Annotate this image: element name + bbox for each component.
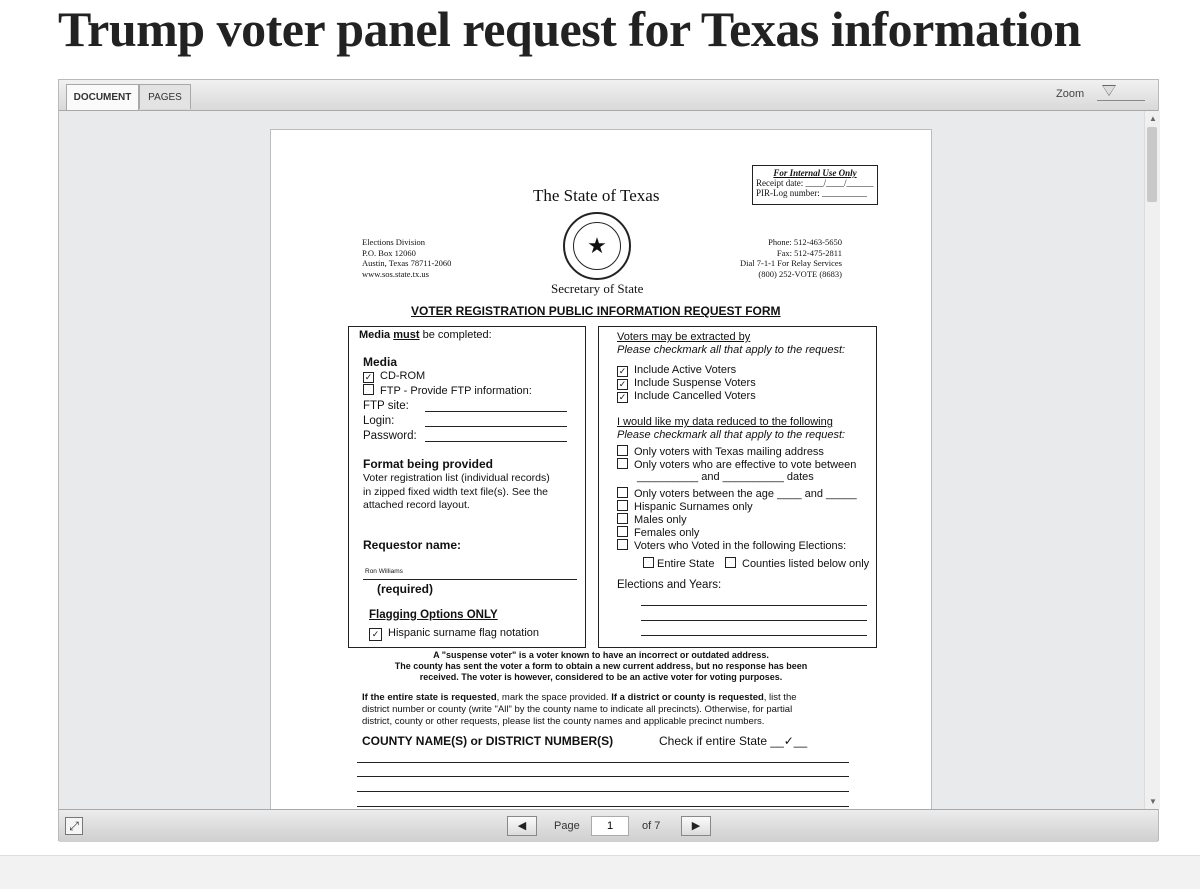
age-checkbox [617,487,628,498]
extract-heading: Voters may be extracted by [617,331,751,343]
next-page-button[interactable]: ▶ [681,816,711,836]
instructions [362,692,797,728]
instruction-line [362,692,797,704]
reduce-heading: I would like my data reduced to the following [617,416,833,428]
cancelled-label: Include Cancelled Voters [634,390,756,402]
internal-use-box [752,165,878,205]
password-label: Password: [363,430,417,442]
voted-label: Voters who Voted in the following Elections: [634,540,847,552]
media-must-pre: Media [359,329,394,341]
entire-state-label: Entire State [657,558,715,570]
cancelled-checkbox: ✓ [618,392,627,402]
media-must-emphasis: must [393,329,420,341]
county-line [357,791,849,792]
requestor-value: Ron Williams [365,568,403,575]
elections-line [641,635,867,636]
check-entire-label: Check if entire State [659,734,768,748]
suspense-option [617,377,756,390]
texas-mailing-checkbox [617,445,628,456]
ftp-site-label: FTP site: [363,400,409,412]
females-checkbox [617,526,628,537]
scroll-down-icon[interactable]: ▼ [1149,797,1157,806]
elections-line [641,620,867,621]
state-title: The State of Texas [533,186,660,205]
viewer-bottom-bar [59,809,1158,842]
address-line: Elections Division [362,237,426,247]
scrollbar-thumb[interactable] [1147,127,1157,202]
surnames-option [617,500,753,513]
county-heading: COUNTY NAME(S) or DISTRICT NUMBER(S) [362,734,614,748]
zoom-slider-handle[interactable] [1103,86,1115,95]
instruction-bold: If the entire state is requested [362,692,497,703]
voted-checkbox [617,539,628,550]
entire-state-option [643,557,714,570]
contact-line: Phone: 512-463-5650 [768,237,842,247]
requestor-label: Requestor name: [363,538,462,552]
flagging-heading: Flagging Options ONLY [369,609,498,621]
effective-checkbox [617,458,628,469]
active-label: Include Active Voters [634,364,737,376]
surnames-label: Hispanic Surnames only [634,501,753,513]
elections-division-address [362,237,451,279]
page-number-input[interactable] [591,816,629,836]
counties-option [725,557,869,570]
login-line [425,426,567,427]
age-label: Only voters between the age ____ and _____ [634,488,857,500]
contact-info [730,237,842,279]
cdrom-option [363,370,425,383]
effective-option [617,458,856,471]
contact-line: Fax: 512-475-2811 [776,247,842,258]
instruction-line: district, county or other requests, please list the county names and applicable precinct numbers. [362,716,765,727]
scroll-up-icon[interactable]: ▲ [1149,114,1157,123]
tab-document[interactable]: DOCUMENT [66,84,139,110]
active-checkbox: ✓ [618,366,627,376]
hispanic-flag-label: Hispanic surname flag notation [388,627,540,639]
format-heading: Format being provided [363,457,494,471]
suspense-checkbox: ✓ [618,379,627,389]
elections-line [641,605,867,606]
males-option [617,513,687,526]
zoom-label: Zoom [1056,88,1085,100]
previous-page-button[interactable]: ◀ [507,816,537,836]
suspense-note [311,650,891,683]
males-label: Males only [634,514,687,526]
cancelled-option [617,390,756,403]
effective-label: Only voters who are effective to vote between [634,459,857,471]
login-label: Login: [363,415,395,427]
vertical-scrollbar[interactable] [1144,111,1160,809]
females-option [617,526,699,539]
instruction-bold: If a district or county is requested [611,692,764,703]
address-line: www.sos.state.tx.us [362,268,429,279]
media-must-note [359,329,492,341]
extract-sub: Please checkmark all that apply to the request: [617,344,846,356]
dates-line: __________ and __________ dates [637,471,814,483]
females-label: Females only [634,527,700,539]
check-entire-mark: __✓__ [770,734,808,748]
texas-mailing-label: Only voters with Texas mailing address [634,446,824,458]
instruction-text: , list the [763,692,797,703]
document-stage [59,111,1144,809]
texas-mailing-option [617,445,824,458]
surnames-checkbox [617,500,628,511]
suspense-label: Include Suspense Voters [634,377,756,389]
address-line: Austin, Texas 78711-2060 [362,258,452,268]
reduce-sub: Please checkmark all that apply to the request: [617,429,846,441]
check-entire-state [659,734,807,748]
age-option [617,487,857,500]
cdrom-label: CD-ROM [380,370,426,382]
males-checkbox [617,513,628,524]
county-line [357,776,849,777]
required-note: (required) [377,582,434,596]
internal-use-title: For Internal Use Only [773,168,857,178]
elections-years-label: Elections and Years: [617,579,722,591]
extract-box [598,326,877,648]
page-label: Page [554,820,580,832]
counties-label: Counties listed below only [742,558,870,570]
ftp-option [363,384,532,397]
media-heading: Media [363,355,398,369]
ftp-label: FTP - Provide FTP information: [380,385,532,397]
contact-line: (800) 252-VOTE (8683) [758,268,842,279]
county-line [357,762,849,763]
active-option [617,364,736,377]
suspense-note-line: The county has sent the voter a form to obtain a new current address, but no response has been [394,661,808,671]
tab-pages[interactable]: PAGES [139,84,191,109]
county-line [357,806,849,807]
hispanic-flag-checkbox: ✓ [369,628,382,641]
voted-option [617,539,846,552]
pir-log-number: PIR-Log number: __________ [756,188,867,198]
password-line [425,441,567,442]
receipt-date: Receipt date: ____/____/______ [756,178,874,188]
seal-star-icon: ★ [573,222,621,270]
format-line: Voter registration list (individual records) [363,472,550,484]
page-count: of 7 [642,820,661,832]
secretary-of-state: Secretary of State [551,281,644,296]
format-line: in zipped fixed width text file(s). See the [363,485,549,498]
fullscreen-expand-icon[interactable]: ⤢ [65,817,83,835]
page-headline: Trump voter panel request for Texas information [58,1,1081,57]
viewer-toolbar [59,80,1158,111]
hispanic-flag-option [369,627,539,641]
page-footer-bar [0,855,1200,889]
document-page [270,129,932,809]
address-line: P.O. Box 12060 [362,247,416,258]
counties-checkbox [725,557,736,568]
suspense-note-line: received. The voter is however, considered to be an active voter for voting purposes. [419,672,783,682]
instruction-line: district number or county (write "All" by the county name to indicate all precincts). Otherwise, for partial [362,704,793,715]
entire-state-checkbox [643,557,654,568]
suspense-note-line: A "suspense voter" is a voter known to have an incorrect or outdated address. [433,650,769,660]
format-line: attached record layout. [363,499,470,511]
instruction-text: , mark the space provided. [496,692,612,703]
cdrom-checkbox: ✓ [364,372,373,382]
media-box [348,326,586,648]
requestor-line [363,579,577,580]
format-text [363,472,550,513]
ftp-checkbox [363,384,374,395]
media-must-post: be completed: [419,329,492,341]
form-title: VOTER REGISTRATION PUBLIC INFORMATION REQUEST FORM [411,304,781,318]
ftp-site-line [425,411,567,412]
contact-line: Dial 7-1-1 For Relay Services [740,258,842,268]
document-viewer [58,79,1159,841]
texas-seal-icon [563,212,631,280]
